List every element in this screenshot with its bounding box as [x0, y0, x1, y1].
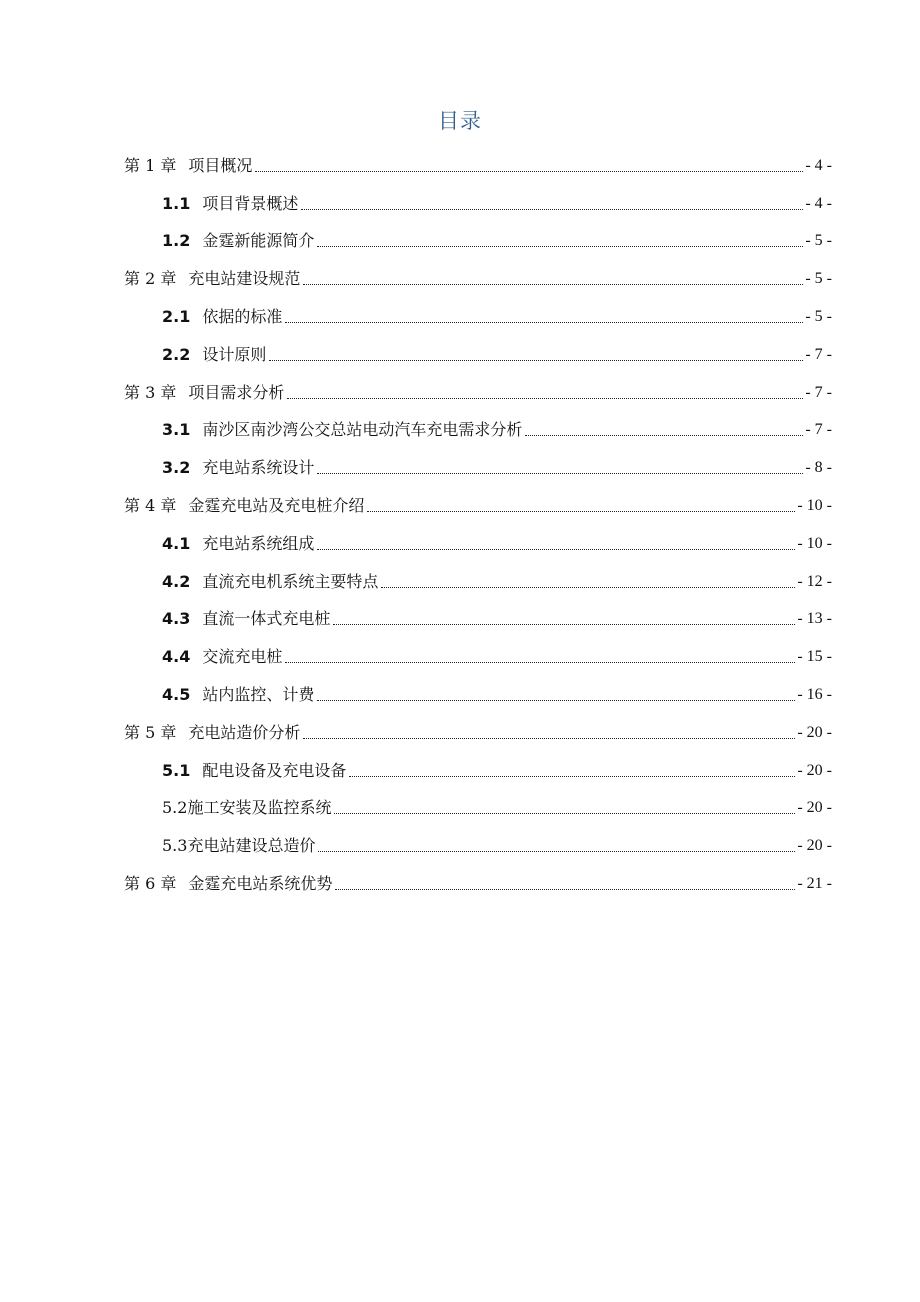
toc-dot-leader: [525, 420, 803, 440]
toc-entry-label: 直流一体式充电桩: [202, 609, 331, 629]
toc-chapter-number: 第 5 章: [124, 722, 177, 742]
toc-section-number: 4.2: [162, 571, 191, 591]
toc-dot-leader: [381, 572, 795, 592]
toc-entry-section-4-1[interactable]: [124, 525, 832, 563]
toc-dot-leader: [318, 836, 795, 856]
toc-entry-label: 充电站造价分析: [188, 722, 301, 742]
toc-page-number: - 20 -: [797, 837, 832, 855]
toc-entry-chapter-1[interactable]: [124, 147, 832, 185]
toc-dot-leader: [333, 609, 795, 629]
toc-entry-label: 项目需求分析: [188, 382, 285, 402]
toc-entry-section-4-2[interactable]: [124, 563, 832, 601]
table-of-contents: [124, 147, 832, 903]
toc-dot-leader: [349, 761, 795, 781]
toc-section-number: 1.1: [162, 193, 191, 213]
toc-page-number: - 4 -: [805, 194, 832, 212]
toc-page-number: - 21 -: [797, 875, 832, 893]
toc-page-number: - 12 -: [797, 572, 832, 590]
toc-dot-leader: [269, 345, 803, 365]
toc-dot-leader: [303, 269, 803, 289]
toc-section-number: 4.4: [162, 647, 191, 667]
toc-entry-label: 金霆充电站及充电桩介绍: [188, 496, 365, 516]
toc-entry-label: 充电站建设总造价: [187, 836, 316, 856]
toc-page-number: - 8 -: [805, 459, 832, 477]
toc-chapter-number: 第 3 章: [124, 382, 177, 402]
toc-dot-leader: [334, 798, 795, 818]
toc-dot-leader: [317, 685, 795, 705]
toc-entry-section-4-5[interactable]: [124, 676, 832, 714]
toc-title: 目录: [438, 109, 482, 133]
toc-page-number: - 5 -: [805, 270, 832, 288]
toc-section-number: 5.2: [162, 798, 188, 818]
toc-dot-leader: [301, 194, 803, 214]
toc-page-number: - 10 -: [797, 534, 832, 552]
toc-dot-leader: [317, 534, 795, 554]
toc-entry-label: 配电设备及充电设备: [202, 760, 347, 780]
toc-dot-leader: [287, 383, 803, 403]
toc-entry-section-3-1[interactable]: [124, 412, 832, 450]
toc-dot-leader: [303, 723, 795, 743]
toc-dot-leader: [367, 496, 795, 516]
toc-entry-label: 金霆新能源简介: [202, 231, 315, 251]
toc-page-number: - 20 -: [797, 799, 832, 817]
toc-dot-leader: [285, 647, 795, 667]
toc-chapter-number: 第 2 章: [124, 269, 177, 289]
toc-entry-section-1-2[interactable]: [124, 223, 832, 261]
toc-section-number: 3.1: [162, 420, 191, 440]
toc-dot-leader: [317, 458, 803, 478]
toc-page-number: - 10 -: [797, 497, 832, 515]
toc-page-number: - 20 -: [797, 723, 832, 741]
toc-dot-leader: [285, 307, 803, 327]
toc-dot-leader: [255, 156, 803, 176]
toc-entry-label: 施工安装及监控系统: [187, 798, 332, 818]
toc-page-number: - 15 -: [797, 648, 832, 666]
toc-entry-label: 充电站建设规范: [188, 269, 301, 289]
toc-page-number: - 7 -: [805, 345, 832, 363]
toc-section-number: 5.1: [162, 760, 191, 780]
toc-chapter-number: 第 6 章: [124, 874, 177, 894]
toc-section-number: 3.2: [162, 458, 191, 478]
toc-page-number: - 20 -: [797, 761, 832, 779]
toc-page-number: - 4 -: [805, 156, 832, 174]
toc-section-number: 5.3: [162, 836, 188, 856]
toc-entry-chapter-2[interactable]: [124, 260, 832, 298]
toc-entry-chapter-4[interactable]: [124, 487, 832, 525]
toc-entry-section-2-1[interactable]: [124, 298, 832, 336]
toc-entry-chapter-6[interactable]: [124, 865, 832, 903]
toc-entry-label: 充电站系统设计: [202, 458, 315, 478]
toc-dot-leader: [317, 231, 803, 251]
toc-section-number: 4.5: [162, 685, 191, 705]
toc-entry-label: 项目概况: [188, 155, 253, 175]
toc-chapter-number: 第 4 章: [124, 496, 177, 516]
toc-section-number: 2.1: [162, 307, 191, 327]
toc-section-number: 4.1: [162, 533, 191, 553]
toc-page-number: - 7 -: [805, 421, 832, 439]
toc-page-number: - 16 -: [797, 686, 832, 704]
toc-entry-section-1-1[interactable]: [124, 185, 832, 223]
toc-page-number: - 5 -: [805, 308, 832, 326]
toc-entry-section-4-4[interactable]: [124, 638, 832, 676]
toc-entry-label: 项目背景概述: [202, 193, 299, 213]
toc-page-number: - 5 -: [805, 232, 832, 250]
toc-entry-label: 交流充电桩: [202, 647, 283, 667]
toc-section-number: 1.2: [162, 231, 191, 251]
toc-chapter-number: 第 1 章: [124, 155, 177, 175]
toc-entry-section-5-2[interactable]: [124, 790, 832, 828]
toc-page-number: - 13 -: [797, 610, 832, 628]
toc-entry-section-2-2[interactable]: [124, 336, 832, 374]
toc-section-number: 4.3: [162, 609, 191, 629]
toc-entry-label: 金霆充电站系统优势: [188, 874, 333, 894]
toc-entry-chapter-3[interactable]: [124, 374, 832, 412]
toc-entry-section-5-1[interactable]: [124, 752, 832, 790]
toc-dot-leader: [335, 874, 795, 894]
toc-entry-label: 充电站系统组成: [202, 533, 315, 553]
toc-entry-section-3-2[interactable]: [124, 449, 832, 487]
toc-entry-label: 依据的标准: [202, 307, 283, 327]
toc-section-number: 2.2: [162, 344, 191, 364]
toc-entry-section-5-3[interactable]: [124, 827, 832, 865]
toc-entry-section-4-3[interactable]: [124, 601, 832, 639]
toc-entry-label: 直流充电机系统主要特点: [202, 571, 379, 591]
toc-entry-label: 站内监控、计费: [202, 685, 315, 705]
toc-entry-chapter-5[interactable]: [124, 714, 832, 752]
toc-entry-label: 南沙区南沙湾公交总站电动汽车充电需求分析: [202, 420, 523, 440]
toc-entry-label: 设计原则: [202, 344, 267, 364]
toc-page-number: - 7 -: [805, 383, 832, 401]
